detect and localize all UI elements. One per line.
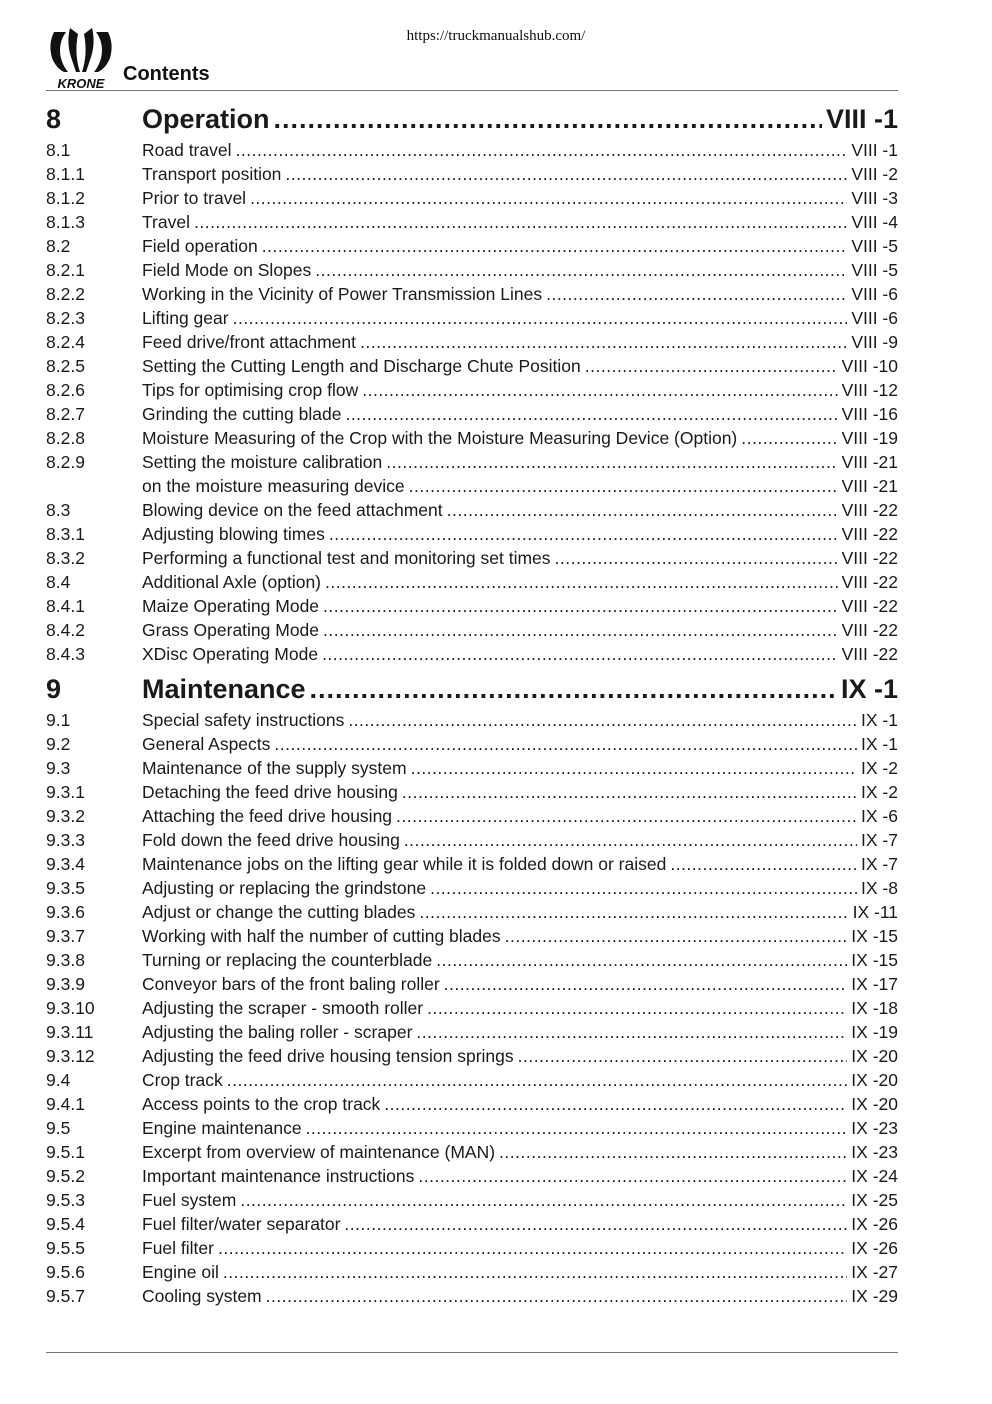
entry-number: 9.3.8 [46, 950, 85, 970]
entry-number: 8.2.9 [46, 452, 85, 472]
entry-title: Maintenance jobs on the lifting gear while it is folded down or raised [142, 854, 667, 874]
entry-page: VIII -1 [851, 140, 898, 160]
entry-title: Fuel system [142, 1190, 237, 1210]
dot-leader [427, 996, 847, 1020]
entry-number: 8.4.3 [46, 644, 85, 664]
dot-leader [396, 804, 857, 828]
toc-entry[interactable] [46, 642, 898, 666]
toc-entry[interactable] [46, 708, 898, 732]
dot-leader [546, 282, 847, 306]
entry-title: Setting the Cutting Length and Discharge Chute Position [142, 356, 581, 376]
entry-number: 8.3.1 [46, 524, 85, 544]
entry-page: IX -18 [851, 998, 898, 1018]
dot-leader [418, 1164, 847, 1188]
entry-page: IX -15 [851, 926, 898, 946]
toc-entry[interactable] [46, 780, 898, 804]
toc-entry[interactable] [46, 450, 898, 474]
chapter-title: Maintenance [142, 674, 306, 704]
entry-page: IX -11 [852, 902, 898, 922]
toc-entries [46, 708, 898, 1308]
dot-leader [250, 186, 847, 210]
entry-number: 9.5.4 [46, 1214, 85, 1234]
toc-entry[interactable] [46, 828, 898, 852]
entry-title: Engine maintenance [142, 1118, 302, 1138]
toc-entry[interactable] [46, 138, 898, 162]
entry-title: Attaching the feed drive housing [142, 806, 393, 826]
entry-number: 9.3.4 [46, 854, 85, 874]
entry-number: 9.3.6 [46, 902, 85, 922]
entry-page: IX -19 [851, 1022, 898, 1042]
dot-leader [344, 1212, 847, 1236]
entry-page: VIII -4 [851, 212, 898, 232]
entry-number: 8.2.7 [46, 404, 85, 424]
entry-page: IX -27 [851, 1262, 898, 1282]
toc-entries [46, 138, 898, 666]
toc-entry[interactable] [46, 1068, 898, 1092]
entry-title: Detaching the feed drive housing [142, 782, 398, 802]
toc-entry[interactable] [46, 1020, 898, 1044]
dot-leader [194, 210, 847, 234]
entry-title: Field Mode on Slopes [142, 260, 312, 280]
entry-title: Conveyor bars of the front baling roller [142, 974, 440, 994]
entry-page: VIII -9 [851, 332, 898, 352]
toc-chapter-operation [46, 102, 898, 666]
entry-page: IX -20 [851, 1046, 898, 1066]
entry-title: Travel [142, 212, 190, 232]
entry-page: VIII -6 [851, 284, 898, 304]
entry-page: IX -17 [851, 974, 898, 994]
chapter-number: 9 [46, 674, 62, 704]
entry-number: 8.2.6 [46, 380, 85, 400]
entry-number: 9.5.2 [46, 1166, 85, 1186]
entry-number: 9.3.1 [46, 782, 85, 802]
toc-entry[interactable] [46, 1260, 898, 1284]
toc-entry[interactable] [46, 306, 898, 330]
chapter-heading[interactable] [46, 672, 898, 706]
entry-title: Important maintenance instructions [142, 1166, 415, 1186]
dot-leader [306, 1116, 848, 1140]
entry-title: Working with half the number of cutting blades [142, 926, 501, 946]
entry-page: VIII -22 [841, 644, 898, 664]
entry-page: IX -20 [851, 1070, 898, 1090]
dot-leader [329, 522, 838, 546]
entry-page: VIII -3 [851, 188, 898, 208]
toc-entry[interactable] [46, 330, 898, 354]
dot-leader [223, 1260, 847, 1284]
entry-title: Special safety instructions [142, 710, 345, 730]
entry-number: 8.2.8 [46, 428, 85, 448]
entry-title: Adjusting or replacing the grindstone [142, 878, 427, 898]
dot-leader [430, 876, 857, 900]
entry-number: 8.3.2 [46, 548, 85, 568]
dot-leader [555, 546, 838, 570]
entry-title: XDisc Operating Mode [142, 644, 319, 664]
dot-leader [518, 1044, 848, 1068]
entry-page: VIII -12 [841, 380, 898, 400]
entry-page: IX -8 [861, 878, 898, 898]
toc-entry[interactable] [46, 1092, 898, 1116]
entry-title: Excerpt from overview of maintenance (MAN) [142, 1142, 496, 1162]
entry-number: 9.3.9 [46, 974, 85, 994]
entry-page: IX -26 [851, 1214, 898, 1234]
dot-leader [274, 732, 857, 756]
entry-page: IX -24 [851, 1166, 898, 1186]
entry-number: 9.5.5 [46, 1238, 85, 1258]
dot-leader [315, 258, 847, 282]
entry-page: IX -26 [851, 1238, 898, 1258]
entry-title: Maintenance of the supply system [142, 758, 407, 778]
entry-page: VIII -22 [841, 524, 898, 544]
entry-title: Cooling system [142, 1286, 262, 1306]
entry-number: 9.3.7 [46, 926, 85, 946]
entry-title: Grass Operating Mode [142, 620, 320, 640]
entry-title: Fuel filter [142, 1238, 214, 1258]
toc-entry[interactable] [46, 426, 898, 450]
entry-number: 8.2.5 [46, 356, 85, 376]
entry-page: IX -23 [851, 1118, 898, 1138]
dot-leader [384, 1092, 847, 1116]
entry-title: Performing a functional test and monitoring set times [142, 548, 551, 568]
toc-entry[interactable] [46, 1140, 898, 1164]
entry-page: VIII -19 [841, 428, 898, 448]
entry-number: 8.1.2 [46, 188, 85, 208]
entry-page: IX -29 [851, 1286, 898, 1306]
toc-entry[interactable] [46, 756, 898, 780]
entry-number: 9.3.11 [46, 1022, 94, 1042]
dot-leader [262, 234, 848, 258]
dot-leader [348, 708, 857, 732]
entry-number: 9.3.10 [46, 998, 95, 1018]
entry-page: VIII -22 [841, 548, 898, 568]
entry-number: 9.3.2 [46, 806, 85, 826]
entry-page: IX -2 [861, 782, 898, 802]
entry-title: Fuel filter/water separator [142, 1214, 341, 1234]
entry-number: 8.2 [46, 236, 71, 256]
entry-number: 9.5.3 [46, 1190, 85, 1210]
entry-title: Adjusting blowing times [142, 524, 325, 544]
entry-page: VIII -5 [851, 236, 898, 256]
krone-logo-icon [46, 22, 116, 92]
dot-leader [274, 102, 822, 136]
entry-title: Adjusting the feed drive housing tension springs [142, 1046, 514, 1066]
entry-title: Transport position [142, 164, 282, 184]
entry-page: IX -20 [851, 1094, 898, 1114]
dot-leader [240, 1188, 847, 1212]
toc-entry[interactable] [46, 474, 898, 498]
entry-title: Adjusting the scraper - smooth roller [142, 998, 424, 1018]
dot-leader [360, 330, 847, 354]
entry-number: 8.3 [46, 500, 71, 520]
entry-number: 8.1.3 [46, 212, 85, 232]
source-url[interactable]: https://truckmanualshub.com/ [406, 28, 586, 44]
toc-entry[interactable] [46, 1212, 898, 1236]
entry-page: VIII -22 [841, 500, 898, 520]
entry-title: Working in the Vicinity of Power Transmission Lines [142, 284, 543, 304]
entry-title: Lifting gear [142, 308, 229, 328]
entry-number: 8.1.1 [46, 164, 85, 184]
toc-entry[interactable] [46, 234, 898, 258]
toc-chapter-maintenance [46, 672, 898, 1308]
toc-entry[interactable] [46, 996, 898, 1020]
dot-leader [411, 756, 857, 780]
entry-number: 8.4.2 [46, 620, 85, 640]
entry-title: Prior to travel [142, 188, 247, 208]
toc-entry[interactable] [46, 162, 898, 186]
dot-leader [322, 642, 838, 666]
entry-title: Grinding the cutting blade [142, 404, 342, 424]
toc-entry[interactable] [46, 546, 898, 570]
entry-title: Moisture Measuring of the Crop with the Moisture Measuring Device (Option) [142, 428, 738, 448]
toc-entry[interactable] [46, 804, 898, 828]
entry-page: VIII -5 [851, 260, 898, 280]
dot-leader [345, 402, 837, 426]
dot-leader [741, 426, 837, 450]
toc-entry[interactable] [46, 876, 898, 900]
chapter-page: VIII -1 [825, 104, 898, 134]
toc-entry[interactable] [46, 378, 898, 402]
entry-page: VIII -22 [841, 572, 898, 592]
footer-divider [46, 1352, 898, 1353]
entry-title: Fold down the feed drive housing [142, 830, 400, 850]
entry-number: 9.5.7 [46, 1286, 85, 1306]
entry-title: Turning or replacing the counterblade [142, 950, 433, 970]
entry-page: VIII -6 [851, 308, 898, 328]
entry-number: 9.3.12 [46, 1046, 95, 1066]
entry-page: VIII -2 [851, 164, 898, 184]
entry-title: Adjusting the baling roller - scraper [142, 1022, 413, 1042]
dot-leader [670, 852, 857, 876]
dot-leader [436, 948, 847, 972]
entry-page: IX -15 [851, 950, 898, 970]
entry-page: IX -25 [851, 1190, 898, 1210]
toc-entry[interactable] [46, 972, 898, 996]
entry-page: VIII -21 [841, 476, 898, 496]
toc-entry[interactable] [46, 282, 898, 306]
entry-title: Crop track [142, 1070, 223, 1090]
entry-title: Access points to the crop track [142, 1094, 381, 1114]
entry-title: Road travel [142, 140, 232, 160]
entry-number: 9.5.6 [46, 1262, 85, 1282]
toc-entry[interactable] [46, 1284, 898, 1308]
chapter-title: Operation [142, 104, 270, 134]
dot-leader [419, 900, 848, 924]
entry-page: VIII -22 [841, 620, 898, 640]
dot-leader [499, 1140, 847, 1164]
toc-entry[interactable] [46, 948, 898, 972]
entry-number: 9.2 [46, 734, 71, 754]
entry-title: Engine oil [142, 1262, 219, 1282]
dot-leader [236, 138, 848, 162]
dot-leader [266, 1284, 848, 1308]
entry-number: 8.2.4 [46, 332, 85, 352]
entry-title: Feed drive/front attachment [142, 332, 356, 352]
toc-entry[interactable] [46, 1116, 898, 1140]
entry-number: 8.2.2 [46, 284, 85, 304]
dot-leader [233, 306, 848, 330]
entry-page: IX -6 [861, 806, 898, 826]
dot-leader [416, 1020, 847, 1044]
entry-title: Field operation [142, 236, 258, 256]
dot-leader [505, 924, 848, 948]
entry-number: 9.4.1 [46, 1094, 85, 1114]
toc-entry[interactable] [46, 594, 898, 618]
entry-page: IX -1 [861, 734, 898, 754]
toc-entry[interactable] [46, 924, 898, 948]
entry-number: 9.4 [46, 1070, 71, 1090]
entry-title: Tips for optimising crop flow [142, 380, 359, 400]
entry-number: 9.3 [46, 758, 71, 778]
dot-leader [323, 594, 838, 618]
toc-entry[interactable] [46, 354, 898, 378]
toc-entry[interactable] [46, 732, 898, 756]
entry-page: VIII -21 [841, 452, 898, 472]
toc-entry[interactable] [46, 498, 898, 522]
page-title: Contents [123, 63, 210, 85]
dot-leader [227, 1068, 848, 1092]
entry-page: VIII -22 [841, 596, 898, 616]
entry-title: Additional Axle (option) [142, 572, 321, 592]
entry-page: IX -23 [851, 1142, 898, 1162]
toc-entry[interactable] [46, 1044, 898, 1068]
toc-entry[interactable] [46, 618, 898, 642]
entry-title: on the moisture measuring device [142, 476, 405, 496]
entry-title: General Aspects [142, 734, 271, 754]
entry-number: 8.4.1 [46, 596, 85, 616]
dot-leader [310, 672, 837, 706]
dot-leader [325, 570, 838, 594]
chapter-page: IX -1 [840, 674, 898, 704]
entry-number: 9.5 [46, 1118, 71, 1138]
header-divider [46, 90, 898, 91]
dot-leader [404, 828, 857, 852]
dot-leader [444, 972, 848, 996]
entry-title: Maize Operating Mode [142, 596, 320, 616]
entry-page: IX -7 [861, 830, 898, 850]
dot-leader [218, 1236, 847, 1260]
dot-leader [386, 450, 837, 474]
entry-page: IX -2 [861, 758, 898, 778]
toc-entry[interactable] [46, 852, 898, 876]
entry-page: IX -1 [861, 710, 898, 730]
toc-entry[interactable] [46, 900, 898, 924]
toc-entry[interactable] [46, 210, 898, 234]
toc-entry[interactable] [46, 1164, 898, 1188]
entry-title: Setting the moisture calibration [142, 452, 383, 472]
entry-number: 8.2.1 [46, 260, 85, 280]
entry-number: 8.4 [46, 572, 71, 592]
entry-page: VIII -10 [841, 356, 898, 376]
toc-entry[interactable] [46, 258, 898, 282]
entry-number: 8.1 [46, 140, 71, 160]
dot-leader [447, 498, 838, 522]
toc-entry[interactable] [46, 402, 898, 426]
toc-entry[interactable] [46, 570, 898, 594]
chapter-number: 8 [46, 104, 62, 134]
toc-entry[interactable] [46, 1236, 898, 1260]
toc-entry[interactable] [46, 522, 898, 546]
entry-number: 9.5.1 [46, 1142, 85, 1162]
dot-leader [409, 474, 838, 498]
toc-entry[interactable] [46, 1188, 898, 1212]
entry-title: Blowing device on the feed attachment [142, 500, 443, 520]
entry-title: Adjust or change the cutting blades [142, 902, 416, 922]
entry-number: 9.3.5 [46, 878, 85, 898]
entry-page: IX -7 [861, 854, 898, 874]
dot-leader [285, 162, 847, 186]
chapter-heading[interactable] [46, 102, 898, 136]
toc-entry[interactable] [46, 186, 898, 210]
entry-number: 9.1 [46, 710, 71, 730]
entry-number: 8.2.3 [46, 308, 85, 328]
dot-leader [585, 354, 838, 378]
dot-leader [323, 618, 838, 642]
dot-leader [362, 378, 837, 402]
entry-number: 9.3.3 [46, 830, 85, 850]
dot-leader [402, 780, 857, 804]
svg-text:KRONE: KRONE [57, 76, 105, 91]
entry-page: VIII -16 [841, 404, 898, 424]
